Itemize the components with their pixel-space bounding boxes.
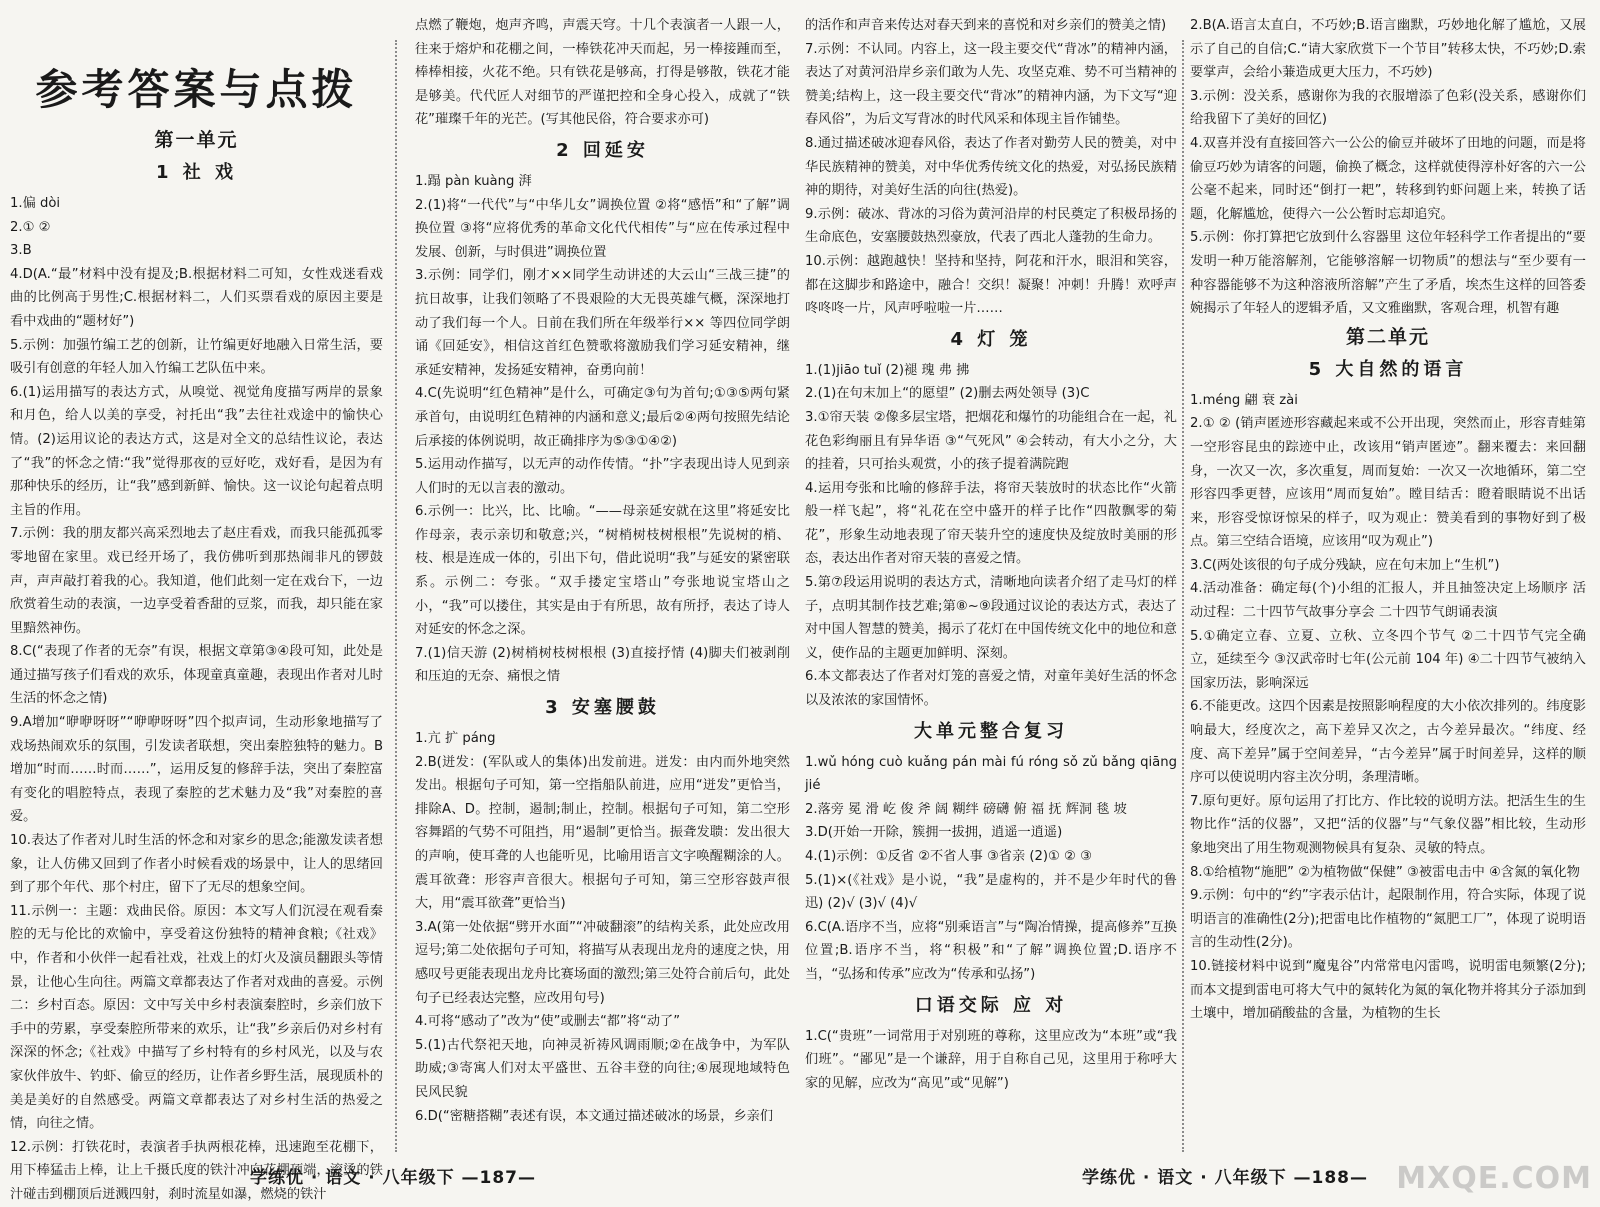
page-footer-left: 学练优 · 语文 · 八年级下 —187— — [250, 1168, 536, 1188]
divider-left — [395, 40, 397, 1152]
answer-item: 4.C(先说明“红色精神”是什么，可确定③句为首句;①③⑤两句紧承首句，由说明红色精神的内涵和意义;最后②④两句按照先结论后承接的体例说明，故正确排序为⑤③①④②) — [415, 386, 790, 449]
answer-item: 点燃了鞭炮，炮声齐鸣，声震天穹。十几个表演者一人跟一人，往来于熔炉和花棚之间，一棒铁花冲天而起，另一棒接踵而至，棒棒相接，火花不绝。只有铁花是够高，打得是够散，铁花才能是够美。代代匠人对细节的严谨把控和全身心投入，成就了“铁花”璀璨千年的光芒。(写其他民俗，符合要求亦可) — [415, 18, 790, 128]
answer-item: 1.蹋 pàn kuàng 湃 — [415, 173, 532, 189]
answer-item: 4.双喜并没有直接回答六一公公的偷豆并破坏了田地的问题，而是将偷豆巧妙为请客的问题，偷换了概念，这样就使得淳朴好客的六一公公毫不起来，同时还“倒打一耙”，转移到钓虾问题上来，转换了话题，化解尴尬，使得六一公公暂时忘却追究。 — [1190, 135, 1586, 222]
answer-item: 5.(1)古代祭祀天地，向神灵祈祷风调雨顺;②在战争中，为军队助威;③寄寓人们对太平盛世、五谷丰登的向往;④展现地域特色民风民貌 — [415, 1037, 790, 1100]
column-1 — [10, 14, 383, 1202]
answer-item: 3.示例：没关系，感谢你为我的衣服增添了色彩(没关系，感谢你们给我留下了美好的回忆) — [1190, 88, 1586, 128]
answer-item: 4.活动准备：确定每(个)小组的汇报人，并且抽签决定上场顺序 活动过程：二十四节气故事分享会 二十四节气朗诵表演 — [1190, 581, 1586, 621]
answer-item: 10.示例：越跑越快！坚持和坚持，阿花和汗水，眼泪和笑容，都在这脚步和路途中，融合！交织！凝聚！冲刺！升腾！欢呼声咚咚咚一片，风声呼啦啦一片…… — [805, 253, 1177, 317]
answer-item: 1.(1)jiāo tuǐ (2)褪 瑰 弗 拂 — [805, 362, 970, 378]
answer-item: 3.①帘天装 ②像多层宝塔，把烟花和爆竹的功能组合在一起，礼花色彩绚丽且有异华语 ③“气死风” ④会转动，有大小之分，大的挂着，只可抬头观赏，小的孩子提着满院跑 — [805, 409, 1177, 473]
answer-item: 3.D(开始一开除，簇拥一拔拥，逍遥一逍遥) — [805, 825, 1063, 841]
answer-item: 1.wǔ hóng cuò kuǎng pán mài fú róng sǒ zǔ bǎng qiāng jié — [805, 754, 1177, 794]
answer-item: 4.可将“感动了”改为“使”或删去“都”将“动了” — [415, 1014, 681, 1030]
answer-item: 5.(1)×(《社戏》是小说，“我”是虚构的，并不是少年时代的鲁迅) (2)√ (3)√ (4)√ — [805, 872, 1177, 912]
answer-item: 2.① ② (销声匿迹形容藏起来或不公开出现，突然而止，形容青蛙第一空形容昆虫的踪迹中止，改该用“销声匿迹”。翻来覆去：来回翻身，一次又一次，多次重复，周而复始：一次又一次地循环，第二空形容四季更替，应该用“周而复始”。瞠目结舌：瞪着眼睛说不出话来，形容受惊讶惊呆的样子，叹为观止：赞美看到的事物好到了极点。第三空结合语境，应该用“叹为观止”) — [1190, 416, 1586, 550]
page-title: 参考答案与点拨 — [35, 65, 358, 114]
column-3 — [805, 14, 1177, 1154]
unit-title-1: 第一单元 — [154, 129, 239, 151]
answer-item: 4.D(A.“最”材料中没有提及;B.根据材料二可知，女性戏迷看戏曲的比例高于男性;C.根据材料二，人们买票看戏的原因主要是看中戏曲的“题材好”) — [10, 266, 383, 329]
answer-item: 1.C(“贵班”一词常用于对别班的尊称，这里应改为“本班”或“我们班”。“鄙见”是一个谦辞，用于自称自己见，这里用于称呼大家的见解，应改为“高见”或“见解”) — [805, 1028, 1177, 1091]
answer-item: 8.通过描述破冰迎春风俗，表达了作者对勤劳人民的赞美，对中华民族精神的赞美，对中华优秀传统文化的热爱，对弘扬民族精神的期待，对美好生活的向往(热爱)。 — [805, 135, 1177, 199]
answer-item: 7.示例：我的朋友都兴高采烈地去了赵庄看戏，而我只能孤孤零零地留在家里。戏已经开场了，我仿佛听到那热闹非凡的锣鼓声，声声敲打着我的心。我知道，他们此刻一定在戏台下，一边欣赏着生动的表演，一边享受着香甜的豆浆，而我，却只能在家里黯然神伤。 — [10, 526, 383, 636]
lesson-title-5: 5 大自然的语言 — [1308, 358, 1468, 380]
answer-item: 10.表达了作者对儿时生活的怀念和对家乡的思念;能激发读者想象，让人仿佛又回到了作者小时候看戏的场景中，让人的思绪回到了那个年代、那个村庄，留下了无尽的想象空间。 — [10, 833, 383, 896]
answer-item: 6.示例一：比兴，比、比喻。“——母亲延安就在这里”将延安比作母亲，表示亲切和敬意;兴，“树梢树枝树根根”先说树的梢、枝、根是连成一体的，引出下句，借此说明“我”与延安的紧密联系。示例二：夸张。“双手搂定宝塔山”夸张地说宝塔山之小，“我”可以搂住，其实是由于有所思，故有所抒，表达了诗人对延安的怀念之深。 — [415, 504, 790, 638]
lesson-title-2: 2 回延安 — [556, 139, 649, 161]
answer-item: 2.(1)将“一代代”与“中华儿女”调换位置 ②将“感悟”和“了解”调换位置 ③将“应将优秀的革命文化代代相传”与“应在传承过程中发展、创新，与时俱进”调换位置 — [415, 197, 790, 260]
answer-item: 11.示例一：主题：戏曲民俗。原因：本文写人们沉浸在观看秦腔的无与伦比的欢愉中，享受着这份独特的精神食粮;《社戏》中，作者和小伙伴一起看社戏，社戏上的灯火及演员翻跟头等情景，让他心生向往。两篇文章都表达了作者对戏曲的喜爱。示例二：乡村百态。原因：文中写关中乡村表演秦腔时，乡亲们放下手中的劳累，享受秦腔所带来的欢乐，让“我”乡亲后仍对乡村有深深的怀念;《社戏》中描写了乡村特有的乡村风光，以及与农家伙伴放牛、钓虾、偷豆的经历，让作者乡野生活，展现质朴的美是美好的自然感受。两篇文章都表达了对乡村生活的热爱之情，向往之情。 — [10, 903, 383, 1132]
answer-item: 12.示例：打铁花时，表演者手执两根花棒，迅速跑至花棚下，用下棒猛击上棒，让上千摄氏度的铁汁冲向花棚顶端，滚烫的铁汁碰击到棚顶后迸溅四射，刹时流星如瀑，燃烧的铁汁 — [10, 1139, 383, 1202]
answer-item: 2.(1)在句末加上“的愿望” (2)删去两处领导 (3)C — [805, 386, 1090, 402]
lesson-title-4: 4 灯 笼 — [950, 328, 1032, 350]
answer-item: 8.①给植物“施肥” ②为植物做“保健” ③被雷电击中 ④含氮的氧化物 — [1190, 864, 1580, 880]
answer-item: 9.示例：句中的“约”字表示估计，起限制作用，符合实际，体现了说明语言的准确性(2分);把雷电比作植物的“氮肥工厂”，体现了说明语言的生动性(2分)。 — [1190, 888, 1586, 951]
answer-item: 6.本文都表达了作者对灯笼的喜爱之情，对童年美好生活的怀念以及浓浓的家国情怀。 — [805, 669, 1177, 709]
answer-item: 2.B(A.语言太直白，不巧妙;B.语言幽默，巧妙地化解了尴尬，又展示了自己的自信;C.“请大家欣赏下一个节目”转移太快，不巧妙;D.索要掌声，会给小蒹造成更大压力，不巧妙) — [1190, 18, 1586, 81]
answer-item: 5.①确定立春、立夏、立秋、立冬四个节气 ②二十四节气完全确立，延续至今 ③汉武帝时七年(公元前 104 年) ④二十四节气被纳入国家历法，影响深远 — [1190, 628, 1586, 691]
divider-right — [1182, 40, 1184, 1152]
answer-item: 6.D(“密糖搭糊”表述有误，本文通过描述破冰的场景，乡亲们 — [415, 1108, 774, 1124]
column-2 — [415, 14, 790, 1154]
lesson-title-3: 3 安塞腰鼓 — [545, 697, 660, 719]
answer-item: 7.(1)信天游 (2)树梢树枝树根根 (3)直接抒情 (4)脚夫们被剥削和压迫的无奈、痛恨之情 — [415, 645, 790, 685]
answer-item: 9.示例：破冰、背冰的习俗为黄河沿岸的村民奠定了积极昂扬的生命底色，安塞腰鼓热烈豪放，代表了西北人蓬勃的生命力。 — [805, 206, 1177, 246]
answer-item: 10.链接材料中说到“魔鬼谷”内常常电闪雷鸣，说明雷电频繁(2分);而本文提到雷电可将大气中的氮转化为氮的氧化物并将其分子添加到土壤中，增加硝酸盐的含量，为植物的生长 — [1190, 958, 1586, 1022]
answer-item: 6.不能更改。这四个因素是按照影响程度的大小依次排列的。纬度影响最大，经度次之，高下差异又次之，古今差异最次。“纬度、经度、高下差异”属于空间差异，“古今差异”属于时间差异，这样的顺序可以使说明内容主次分明，条理清晰。 — [1190, 699, 1586, 786]
answer-item: 4.(1)示例：①反省 ②不省人事 ③省亲 (2)① ② ③ — [805, 849, 1092, 864]
answer-item: 6.C(A.语序不当，应将“别乘语言”与“陶冶情操，提高修养”互换位置;B.语序不当，将“积极”和“了解”调换位置;D.语序不当，“弘扬和传承”应改为“传承和弘扬”) — [805, 919, 1177, 982]
answer-item: 3.B — [10, 243, 32, 259]
answer-item: 8.C(“表现了作者的无奈”有误，根据文章第③④段可知，此处是通过描写孩子们看戏的欢乐，体现童真童趣，表现出作者对儿时生活的怀念之情) — [10, 644, 383, 707]
answer-item: 7.示例：不认同。内容上，这一段主要交代“背冰”的精神内涵，表达了对黄河沿岸乡亲们敢为人先、攻坚克难、势不可当精神的赞美;结构上，这一段主要交代“背冰”的精神内涵，为下文写“迎春风俗”，为后文写背冰的时代风采和体现主旨作铺垫。 — [805, 41, 1177, 128]
page-footer-right: 学练优 · 语文 · 八年级下 —188— — [1082, 1168, 1368, 1188]
answer-item: 4.运用夸张和比喻的修辞手法，将帘天装放时的状态比作“火箭般一样飞起”，将“礼花在空中盛开的样子比作“四散飘零的菊花”，形象生动地表现了帘天装升空的速度快及绽放时美丽的形态，表达出作者对帘天装的喜爱之情。 — [805, 480, 1177, 567]
answer-item: 1.偏 dòi — [10, 196, 61, 211]
oral-title: 口语交际 应 对 — [914, 994, 1068, 1016]
answer-item: 5.运用动作描写，以无声的动作传情。“扑”字表现出诗人见到亲人们时的无以言表的激动。 — [415, 457, 790, 496]
lesson-title-1: 1 社 戏 — [155, 162, 238, 183]
answer-item: 6.(1)运用描写的表达方式，从嗅觉、视觉角度描写两岸的景象和月色，给人以美的享受，衬托出“我”去往社戏途中的愉快心情。(2)运用议论的表达方式，这是对全文的总结性议论，表达了“我”的怀念之情:“我”觉得那夜的豆好吃，戏好看，是因为有那种快乐的经历，让“我”感到新鲜、愉快。这一议论句起着点明主旨的作用。 — [10, 384, 383, 518]
unit-title-2: 第二单元 — [1345, 325, 1430, 348]
answer-item: 3.C(两处该很的句子成分残缺，应在句末加上“生机”) — [1190, 557, 1500, 573]
answer-item: 9.A增加“咿咿呀呀”“咿咿呀呀”四个拟声词，生动形象地描写了戏场热闹欢乐的氛围，引发读者联想，突出秦腔独特的魅力。B增加“时而……时而……”，运用反复的修辞手法，突出了秦腔富有变化的唱腔特点，表现了秦腔的艺术魅力及“我”对秦腔的喜爱。 — [10, 715, 383, 825]
review-title: 大单元整合复习 — [914, 720, 1068, 742]
answer-item: 2.B(迸发：(军队或人的集体)出发前进。迸发：由内而外地突然发出。根据句子可知，第一空指船队前进，应用“迸发”更恰当，排除A、D。控制，遏制;制止，控制。根据句子可知，第二空形容舞蹈的气势不可阻挡，用“遏制”更恰当。振聋发聩：发出很大的声响，使耳聋的人也能听见，比喻用语言文字唤醒糊涂的人。震耳欲聋：形容声音很大。根据句子可知，第三空形容鼓声很大，用“震耳欲聋”更恰当) — [415, 754, 790, 912]
answer-item: 5.第⑦段运用说明的表达方式，清晰地向读者介绍了走马灯的样子，点明其制作技艺难;第⑧~⑨段通过议论的表达方式，表达了对中国人智慧的赞美，揭示了花灯在中国传统文化中的地位和意义，使作品的主题更加鲜明、深刻。 — [805, 575, 1177, 661]
watermark-logo: MXQE.COM — [1396, 1161, 1592, 1196]
answer-item: 3.示例：同学们，刚才××同学生动讲述的大云山“三战三捷”的抗日故事，让我们领略了不畏艰险的大无畏英雄气概，深深地打动了我们每一个人。日前在我们所在年级举行×× 等四位同学朗诵《回延安》，相信这首红色赞歌将激励我们学习延安精神，继承延安精神，发扬延安精神，奋勇向前！ — [415, 268, 790, 378]
answer-item: 2.落旁 冕 滑 屹 俊 斧 阔 糊绊 磅礴 俯 福 抚 辉洞 毯 坡 — [805, 801, 1127, 817]
answer-item: 1.亢 扩 páng — [415, 731, 496, 747]
answer-item: 的活作和声音来传达对春天到来的喜悦和对乡亲们的赞美之情) — [805, 18, 1167, 33]
answer-item: 5.示例：你打算把它放到什么容器里 这位年轻科学工作者提出的“要发明一种万能溶解剂，它能够溶解一切物质”的想法与“至少要有一种容器能够不为这种溶液所溶解”产生了矛盾，埃杰生这样的回答委婉揭示了年轻人的逻辑矛盾，又文雅幽默，客观合理，机智有趣 — [1190, 230, 1586, 317]
answer-item: 3.A(第一处依据“劈开水面”“冲破翻滚”的结构关系，此处应改用逗号;第二处依据句子可知，将描写从表现出龙舟的速度之快，用感叹号更能表现出龙舟比赛场面的激烈;第三处符合前后句，此处句子已经表达完整，应改用句号) — [415, 919, 790, 1006]
answer-item: 7.原句更好。原句运用了打比方、作比较的说明方法。把活生生的生物比作“活的仪器”，又把“活的仪器”与“气象仪器”相比较，生动形象地突出了用生物观测物候具有复杂、灵敏的特点。 — [1190, 793, 1586, 856]
answer-item: 5.示例：加强竹编工艺的创新，让竹编更好地融入日常生活，要吸引有创意的年轻人加入竹编工艺队伍中来。 — [10, 337, 383, 377]
answer-item: 2.① ② — [10, 219, 51, 235]
answer-item: 1.méng 翩 衰 zài — [1190, 392, 1298, 408]
column-4 — [1190, 14, 1586, 1154]
